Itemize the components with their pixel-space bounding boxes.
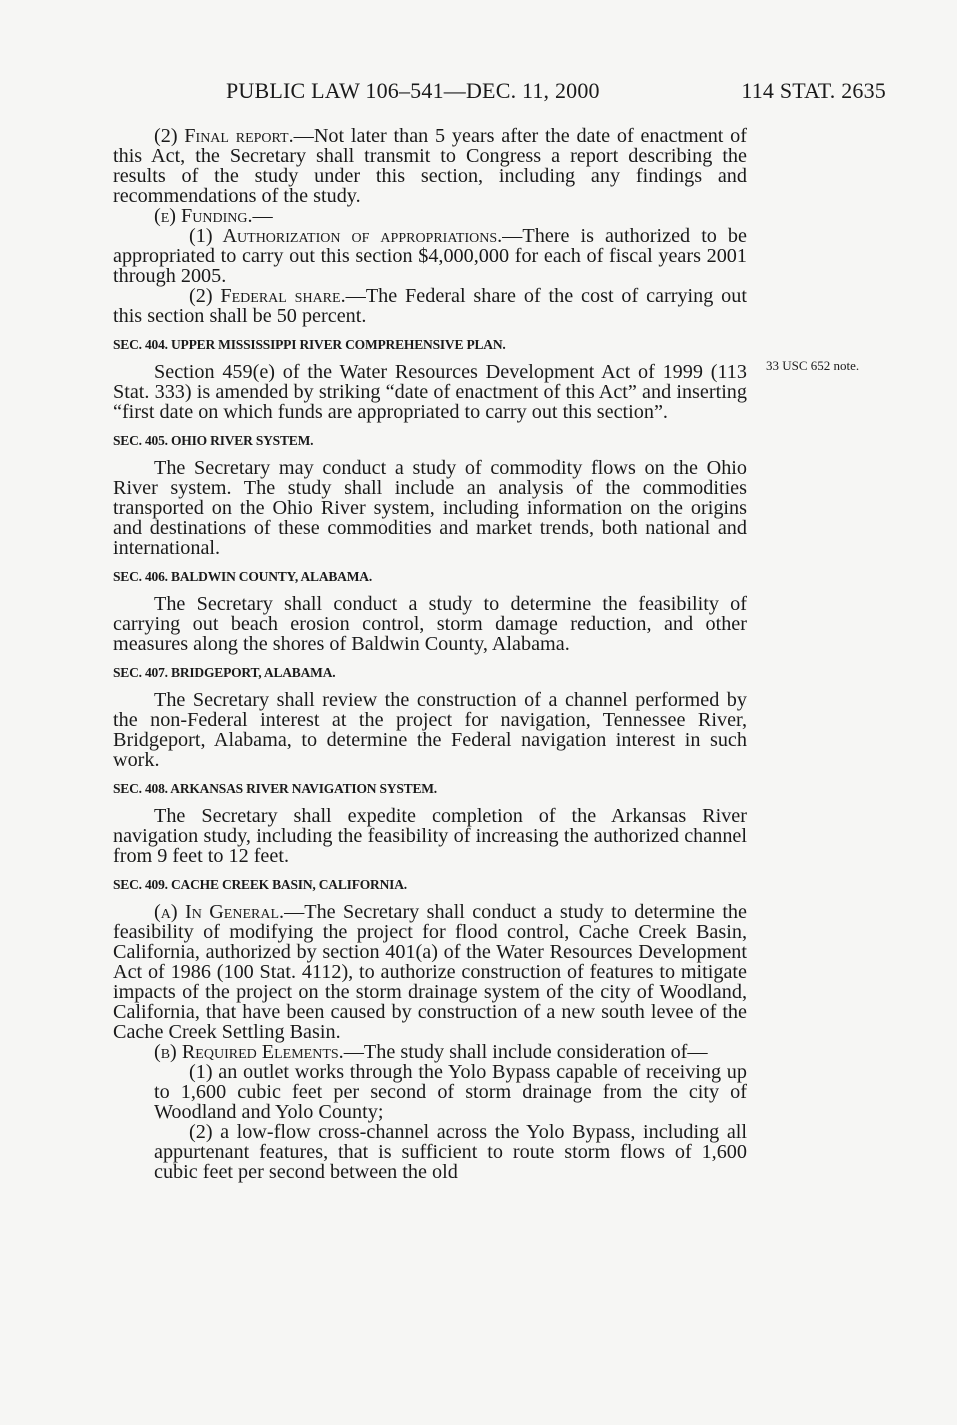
section-heading-405: SEC. 405. OHIO RIVER SYSTEM.	[113, 433, 314, 448]
paragraph-label: (1) Authorization of appropriations.	[189, 225, 503, 247]
list-item-2: (2) a low-flow cross-channel across the Yolo Bypass, including all appurtenant features, that is sufficient to route storm flows of 1,600 cubic feet per second between the old	[154, 1121, 747, 1183]
section-heading-408: SEC. 408. ARKANSAS RIVER NAVIGATION SYSTEM.	[113, 781, 437, 796]
paragraph-text: —	[252, 205, 273, 227]
section-text-406: The Secretary shall conduct a study to determine the feasibility of carrying out beach erosion control, storm damage reduction, and other measures along the shores of Baldwin County, Alabama.	[113, 593, 747, 655]
paragraph-text: —There is authorized to be appropriated to carry out this section $4,000,000 for each of fiscal years 2001 through 2005.	[113, 225, 747, 287]
paragraph-label: (a) In General.	[154, 901, 285, 923]
section-text-405: The Secretary may conduct a study of commodity flows on the Ohio River system. The study shall include an analysis of the commodities transported on the Ohio River system, including information on the origins and destinations of these commodities and market trends, both national and international.	[113, 457, 747, 559]
section-text-408: The Secretary shall expedite completion of the Arkansas River navigation study, including the feasibility of increasing the authorized channel from 9 feet to 12 feet.	[113, 805, 747, 867]
section-text-407: The Secretary shall review the construction of a channel performed by the non-Federal interest at the project for navigation, Tennessee River, Bridgeport, Alabama, to determine the Federal navigation interest in such work.	[113, 689, 747, 771]
section-heading-404: SEC. 404. UPPER MISSISSIPPI RIVER COMPREHENSIVE PLAN.	[113, 337, 506, 352]
paragraph-label: (e) Funding.	[154, 205, 253, 227]
paragraph-required-elements	[113, 1042, 747, 1062]
running-title: PUBLIC LAW 106–541—DEC. 11, 2000	[226, 78, 600, 103]
paragraph-funding	[113, 206, 747, 226]
paragraph-text: —Not later than 5 years after the date of enactment of this Act, the Secretary shall transmit to Congress a report describing the results of the study under this section, including any findings and recommendations of the study.	[113, 125, 747, 207]
margin-note: 33 USC 652 note.	[766, 358, 860, 373]
section-heading-407: SEC. 407. BRIDGEPORT, ALABAMA.	[113, 665, 336, 680]
paragraph-text: —The Secretary shall conduct a study to determine the feasibility of modifying the project for flood control, Cache Creek Basin, California, authorized by section 401(a) of the Water Resources Development Act of 1986 (100 Stat. 4112), to authorize construction of features to mitigate impacts of the project on the storm drainage system of the city of Woodland, California, that have been caused by construction of a new south levee of the Cache Creek Settling Basin.	[113, 901, 747, 1043]
list-item-1: (1) an outlet works through the Yolo Bypass capable of receiving up to 1,600 cubic feet per second of storm drainage from the city of Woodland and Yolo County;	[154, 1061, 747, 1123]
text-column	[113, 126, 747, 1182]
paragraph-text: —The study shall include consideration of—	[343, 1041, 708, 1063]
paragraph-federal-share	[113, 286, 747, 326]
section-heading-409: SEC. 409. CACHE CREEK BASIN, CALIFORNIA.	[113, 877, 407, 892]
paragraph-final-report	[113, 126, 747, 206]
page-stat: 114 STAT. 2635	[741, 78, 886, 103]
paragraph-label: (2) Federal share.	[189, 285, 346, 307]
section-heading-406: SEC. 406. BALDWIN COUNTY, ALABAMA.	[113, 569, 372, 584]
paragraph-label: (2) Final report.	[154, 125, 294, 147]
paragraph-in-general	[113, 902, 747, 1042]
paragraph-text: —The Federal share of the cost of carrying out this section shall be 50 percent.	[113, 285, 747, 327]
section-text-404: Section 459(e) of the Water Resources Development Act of 1999 (113 Stat. 333) is amended by striking “date of enactment of this Act” and inserting “first date on which funds are appropriated to carry out this section”.	[113, 361, 747, 423]
paragraph-authorization	[113, 226, 747, 286]
paragraph-label: (b) Required Elements.	[154, 1041, 344, 1063]
